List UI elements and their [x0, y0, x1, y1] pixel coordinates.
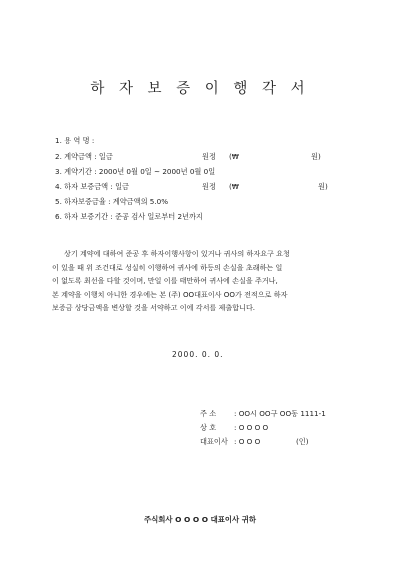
item-label: 2. 계약금액 : 일금	[55, 152, 113, 161]
paragraph-line: 상기 계약에 대하여 준공 후 하자이행사항이 있거나 귀사의 하자요구 요청	[64, 249, 290, 258]
seal-mark: (인)	[296, 437, 309, 446]
address-value: : OO시 OO구 OO동 1111-1	[234, 409, 326, 418]
item-label: 1. 용 역 명 :	[55, 136, 95, 145]
currency-close: 원)	[311, 152, 321, 161]
pledge-paragraph	[52, 247, 358, 315]
item-label: 6. 하자 보증기간 : 준공 검사 일로부터 2년까지	[55, 212, 203, 221]
document-title: 하 자 보 증 이 행 각 서	[90, 81, 310, 97]
paragraph-line: 이 있을 때 위 조건대로 성실히 이행하여 귀사에 하등의 손실을 초래하는 일	[52, 262, 283, 272]
paragraph-line: 보증금 상당금액을 변상할 것을 서약하고 이에 각서를 제출합니다.	[52, 303, 256, 312]
item-warranty-amount	[55, 182, 328, 192]
currency-open: (₩	[229, 182, 239, 191]
paragraph-line: 본 계약을 이행치 아니한 경우에는 본 (주) OO대표이사 OO가 전적으로 하자	[52, 289, 288, 299]
amount-unit: 원정	[202, 152, 216, 161]
item-warranty-rate	[55, 197, 168, 207]
addressee-line: 주식회사 O O O O 대표이사 귀하	[144, 515, 256, 524]
item-contract-amount	[55, 152, 321, 162]
company-value: : O O O O	[234, 423, 269, 432]
address-label: 주 소	[200, 409, 217, 418]
company-label: 상 호	[200, 423, 217, 432]
ceo-label: 대표이사	[200, 437, 228, 446]
amount-unit: 원정	[202, 182, 216, 191]
item-label: 4. 하자 보증금액 : 일금	[55, 182, 129, 191]
currency-open: (₩	[229, 152, 239, 161]
paragraph-line: 이 없도록 최선을 다할 것이며, 만일 이를 태만하여 귀사에 손실을 주거나,	[52, 276, 278, 285]
currency-close: 원)	[318, 182, 328, 191]
ceo-value: : O O O	[234, 437, 261, 446]
item-warranty-period	[55, 212, 203, 222]
item-label: 3. 계약기간 : 2000년 0월 0일 ~ 2000년 0월 0일	[55, 167, 216, 176]
item-contract-period	[55, 167, 215, 177]
item-project-name	[55, 136, 94, 146]
document-date: 2000. 0. 0.	[172, 350, 224, 359]
item-label: 5. 하자보증금율 : 계약금액의 5.0%	[55, 197, 169, 206]
